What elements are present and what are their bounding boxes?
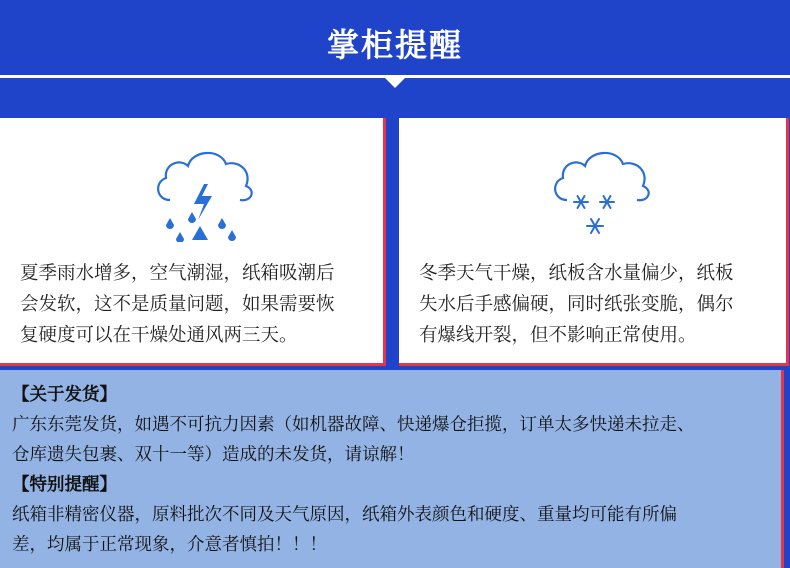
winter-card xyxy=(399,118,789,366)
summer-text-line: 夏季雨水增多，空气潮湿，纸箱吸潮后 xyxy=(20,263,335,284)
shipping-heading: 【关于发货】 xyxy=(12,385,117,405)
reminder-text-line: 纸箱非精密仪器，原料批次不同及天气原因，纸箱外表颜色和硬度、重量均可能有所偏 xyxy=(12,505,677,525)
header-banner xyxy=(0,0,790,80)
summer-text-line: 会发软，这不是质量问题，如果需要恢 xyxy=(20,294,335,315)
shipping-text-line: 仓库遗失包裹、双十一等）造成的未发货，请谅解！ xyxy=(12,445,415,465)
summer-card-text xyxy=(20,258,369,351)
header-notch xyxy=(383,76,407,88)
page-title: 掌柜提醒 xyxy=(326,26,463,64)
reminder-text-line: 差，均属于正常现象，介意者慎拍！！！ xyxy=(12,535,327,555)
thunderstorm-cloud-icon xyxy=(148,142,258,242)
shipping-text-line: 广东东莞发货，如遇不可抗力因素（如机器故障、快递爆仓拒揽，订单太多快递未拉走、 xyxy=(12,415,695,435)
summer-text-line: 复硬度可以在干燥处通风两三天。 xyxy=(20,325,298,346)
winter-text-line: 有爆线开裂，但不影响正常使用。 xyxy=(419,325,697,346)
summer-card xyxy=(0,118,386,366)
winter-card-text xyxy=(419,258,772,351)
winter-text-line: 冬季天气干燥，纸板含水量偏少，纸板 xyxy=(419,263,734,284)
winter-text-line: 失水后手感偏硬，同时纸张变脆，偶尔 xyxy=(419,294,734,315)
snow-cloud-icon xyxy=(545,142,655,242)
reminder-heading: 【特别提醒】 xyxy=(12,475,117,495)
notice-panel xyxy=(0,370,784,568)
